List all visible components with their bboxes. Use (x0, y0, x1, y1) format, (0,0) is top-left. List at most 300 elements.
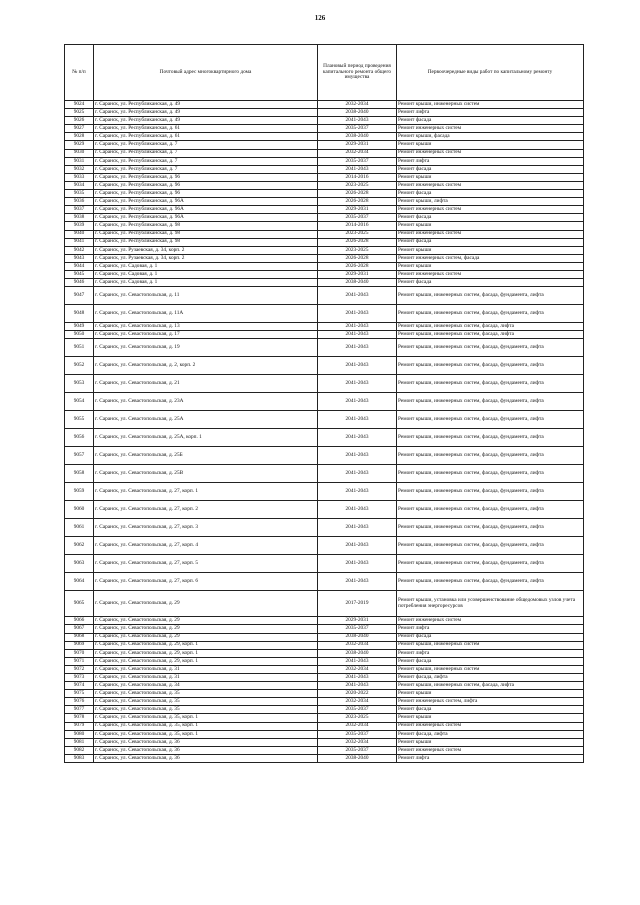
row-number-cell: 9026 (65, 117, 94, 125)
table-row (65, 230, 584, 238)
row-number-cell: 9042 (65, 246, 94, 254)
row-period-cell: 2035-2037 (318, 706, 397, 714)
table-row (65, 287, 584, 305)
row-period-cell: 2041-2043 (318, 657, 397, 665)
row-address-cell: г. Саранск, ул. Республиканская, д. 49 (94, 109, 318, 117)
table-row (65, 633, 584, 641)
row-period-cell: 2041-2043 (318, 331, 397, 339)
row-period-cell: 2023-2025 (318, 181, 397, 189)
row-number-cell: 9048 (65, 305, 94, 323)
row-works-cell: Ремонт инженерных систем (397, 230, 584, 238)
row-address-cell: г. Саранск, ул. Севастопольская, д. 27, корп. 2 (94, 501, 318, 519)
row-address-cell: г. Саранск, ул. Садовая, д. 1 (94, 270, 318, 278)
table-row (65, 222, 584, 230)
row-works-cell: Ремонт фасада, лифта (397, 674, 584, 682)
row-address-cell: г. Саранск, ул. Севастопольская, д. 29 (94, 633, 318, 641)
row-address-cell: г. Саранск, ул. Садовая, д. 1 (94, 262, 318, 270)
row-number-cell: 9027 (65, 125, 94, 133)
row-period-cell: 2029-2031 (318, 617, 397, 625)
row-number-cell: 9045 (65, 270, 94, 278)
table-row (65, 331, 584, 339)
row-number-cell: 9080 (65, 730, 94, 738)
row-works-cell: Ремонт крыши, установка или усовершенствование общедомовых узлов учета потребления энергоресурсов (397, 591, 584, 617)
row-works-cell: Ремонт крыши, инженерных систем, фасада, фундамента, лифта (397, 465, 584, 483)
row-works-cell: Ремонт фасада (397, 190, 584, 198)
row-number-cell: 9057 (65, 447, 94, 465)
row-works-cell: Ремонт фасада (397, 117, 584, 125)
row-period-cell: 2038-2040 (318, 649, 397, 657)
row-number-cell: 9059 (65, 483, 94, 501)
row-period-cell: 2041-2043 (318, 674, 397, 682)
row-address-cell: г. Саранск, ул. Республиканская, д. 7 (94, 165, 318, 173)
row-address-cell: г. Саранск, ул. Республиканская, д. 49 (94, 117, 318, 125)
row-period-cell: 2041-2043 (318, 287, 397, 305)
table-row (65, 429, 584, 447)
row-number-cell: 9041 (65, 238, 94, 246)
row-period-cell: 2035-2037 (318, 625, 397, 633)
row-works-cell: Ремонт крыши (397, 173, 584, 181)
table-row (65, 262, 584, 270)
table-row (65, 665, 584, 673)
table-row (65, 722, 584, 730)
row-works-cell: Ремонт инженерных систем (397, 617, 584, 625)
row-period-cell: 2035-2037 (318, 730, 397, 738)
row-number-cell: 9024 (65, 101, 94, 109)
row-number-cell: 9038 (65, 214, 94, 222)
row-number-cell: 9069 (65, 641, 94, 649)
table-row (65, 323, 584, 331)
row-works-cell: Ремонт фасада (397, 706, 584, 714)
row-number-cell: 9070 (65, 649, 94, 657)
row-period-cell: 2023-2025 (318, 714, 397, 722)
row-address-cell: г. Саранск, ул. Севастопольская, д. 27, корп. 6 (94, 573, 318, 591)
row-number-cell: 9083 (65, 754, 94, 762)
row-address-cell: г. Саранск, ул. Севастопольская, д. 35 (94, 706, 318, 714)
row-address-cell: г. Саранск, ул. Севастопольская, д. 36 (94, 738, 318, 746)
row-period-cell: 2023-2025 (318, 230, 397, 238)
row-works-cell: Ремонт лифта (397, 649, 584, 657)
row-works-cell: Ремонт крыши, инженерных систем, фасада, фундамента, лифта (397, 519, 584, 537)
row-works-cell: Ремонт крыши, инженерных систем, фасада, фундамента, лифта (397, 573, 584, 591)
table-row (65, 519, 584, 537)
table-row (65, 246, 584, 254)
row-number-cell: 9033 (65, 173, 94, 181)
row-number-cell: 9039 (65, 222, 94, 230)
row-address-cell: г. Саранск, ул. Садовая, д. 1 (94, 279, 318, 287)
row-address-cell: г. Саранск, ул. Рузаевская, д. 34, корп. 2 (94, 246, 318, 254)
row-number-cell: 9054 (65, 393, 94, 411)
header-works: Первоочередные виды работ по капитальному ремонту (397, 45, 584, 101)
row-address-cell: г. Саранск, ул. Республиканская, д. 98 (94, 230, 318, 238)
row-address-cell: г. Саранск, ул. Республиканская, д. 7 (94, 149, 318, 157)
row-works-cell: Ремонт крыши, инженерных систем, фасада, лифта (397, 323, 584, 331)
row-number-cell: 9075 (65, 690, 94, 698)
row-address-cell: г. Саранск, ул. Севастопольская, д. 23А (94, 393, 318, 411)
row-number-cell: 9034 (65, 181, 94, 189)
row-works-cell: Ремонт фасада (397, 657, 584, 665)
row-address-cell: г. Саранск, ул. Рузаевская, д. 34, корп. 2 (94, 254, 318, 262)
table-row (65, 165, 584, 173)
row-address-cell: г. Саранск, ул. Республиканская, д. 7 (94, 157, 318, 165)
row-address-cell: г. Саранск, ул. Севастопольская, д. 34 (94, 682, 318, 690)
row-number-cell: 9074 (65, 682, 94, 690)
row-number-cell: 9029 (65, 141, 94, 149)
row-number-cell: 9071 (65, 657, 94, 665)
table-row (65, 617, 584, 625)
table-row (65, 109, 584, 117)
row-number-cell: 9065 (65, 591, 94, 617)
row-number-cell: 9067 (65, 625, 94, 633)
row-works-cell: Ремонт крыши, инженерных систем, фасада, фундамента, лифта (397, 447, 584, 465)
row-number-cell: 9066 (65, 617, 94, 625)
row-works-cell: Ремонт крыши (397, 222, 584, 230)
table-row (65, 279, 584, 287)
row-works-cell: Ремонт крыши, инженерных систем (397, 101, 584, 109)
row-address-cell: г. Саранск, ул. Севастопольская, д. 29 (94, 617, 318, 625)
row-address-cell: г. Саранск, ул. Севастопольская, д. 25В (94, 465, 318, 483)
row-period-cell: 2041-2043 (318, 501, 397, 519)
row-works-cell: Ремонт инженерных систем (397, 149, 584, 157)
table-row (65, 181, 584, 189)
row-period-cell: 2035-2037 (318, 125, 397, 133)
row-period-cell: 2014-2016 (318, 222, 397, 230)
row-number-cell: 9044 (65, 262, 94, 270)
row-period-cell: 2041-2043 (318, 465, 397, 483)
table-row (65, 573, 584, 591)
table-row (65, 238, 584, 246)
row-address-cell: г. Саранск, ул. Республиканская, д. 96А (94, 198, 318, 206)
row-period-cell: 2032-2034 (318, 722, 397, 730)
row-period-cell: 2041-2043 (318, 305, 397, 323)
row-period-cell: 2041-2043 (318, 537, 397, 555)
row-works-cell: Ремонт крыши, инженерных систем, фасада, фундамента, лифта (397, 393, 584, 411)
row-works-cell: Ремонт инженерных систем (397, 270, 584, 278)
table-row (65, 555, 584, 573)
table-row (65, 101, 584, 109)
row-works-cell: Ремонт инженерных систем (397, 206, 584, 214)
row-address-cell: г. Саранск, ул. Севастопольская, д. 25Б (94, 447, 318, 465)
row-number-cell: 9076 (65, 698, 94, 706)
row-period-cell: 2035-2037 (318, 157, 397, 165)
row-number-cell: 9078 (65, 714, 94, 722)
row-address-cell: г. Саранск, ул. Республиканская, д. 61 (94, 125, 318, 133)
row-address-cell: г. Саранск, ул. Севастопольская, д. 36 (94, 754, 318, 762)
row-period-cell: 2041-2043 (318, 483, 397, 501)
row-number-cell: 9081 (65, 738, 94, 746)
row-works-cell: Ремонт крыши (397, 262, 584, 270)
row-address-cell: г. Саранск, ул. Республиканская, д. 7 (94, 141, 318, 149)
row-number-cell: 9060 (65, 501, 94, 519)
row-number-cell: 9037 (65, 206, 94, 214)
table-row (65, 625, 584, 633)
table-row (65, 173, 584, 181)
row-number-cell: 9053 (65, 375, 94, 393)
table-row (65, 501, 584, 519)
row-period-cell: 2026-2028 (318, 238, 397, 246)
row-period-cell: 2026-2028 (318, 198, 397, 206)
row-address-cell: г. Саранск, ул. Севастопольская, д. 35 (94, 690, 318, 698)
row-period-cell: 2029-2031 (318, 141, 397, 149)
header-period: Плановый период проведения капитального ремонта общего имущества (318, 45, 397, 101)
row-number-cell: 9082 (65, 746, 94, 754)
row-period-cell: 2026-2028 (318, 190, 397, 198)
row-works-cell: Ремонт крыши, инженерных систем, фасада, фундамента, лифта (397, 501, 584, 519)
row-period-cell: 2029-2031 (318, 206, 397, 214)
row-address-cell: г. Саранск, ул. Севастопольская, д. 27, корп. 3 (94, 519, 318, 537)
row-address-cell: г. Саранск, ул. Севастопольская, д. 31 (94, 674, 318, 682)
row-works-cell: Ремонт крыши, инженерных систем, фасада, фундамента, лифта (397, 339, 584, 357)
row-works-cell: Ремонт крыши, инженерных систем, фасада, фундамента, лифта (397, 375, 584, 393)
row-works-cell: Ремонт крыши, инженерных систем, фасада, фундамента, лифта (397, 305, 584, 323)
table-row (65, 357, 584, 375)
row-address-cell: г. Саранск, ул. Республиканская, д. 96А (94, 206, 318, 214)
row-address-cell: г. Саранск, ул. Севастопольская, д. 29, корп. 1 (94, 657, 318, 665)
row-works-cell: Ремонт крыши, инженерных систем, фасада, фундамента, лифта (397, 357, 584, 375)
table-row (65, 641, 584, 649)
table-row (65, 682, 584, 690)
table-row (65, 714, 584, 722)
row-period-cell: 2032-2034 (318, 641, 397, 649)
table-row (65, 411, 584, 429)
row-works-cell: Ремонт крыши (397, 141, 584, 149)
row-address-cell: г. Саранск, ул. Республиканская, д. 96А (94, 214, 318, 222)
table-row (65, 393, 584, 411)
row-works-cell: Ремонт крыши (397, 690, 584, 698)
page-number: 126 (314, 14, 326, 22)
row-address-cell: г. Саранск, ул. Севастопольская, д. 27, корп. 4 (94, 537, 318, 555)
row-period-cell: 2017-2019 (318, 591, 397, 617)
row-period-cell: 2041-2043 (318, 447, 397, 465)
row-address-cell: г. Саранск, ул. Республиканская, д. 61 (94, 133, 318, 141)
row-number-cell: 9030 (65, 149, 94, 157)
row-works-cell: Ремонт крыши, инженерных систем, фасада, лифта (397, 331, 584, 339)
row-address-cell: г. Саранск, ул. Республиканская, д. 98 (94, 238, 318, 246)
table-row (65, 125, 584, 133)
row-address-cell: г. Саранск, ул. Севастопольская, д. 35, корп. 1 (94, 722, 318, 730)
table-row (65, 254, 584, 262)
row-works-cell: Ремонт фасада (397, 633, 584, 641)
row-number-cell: 9055 (65, 411, 94, 429)
row-address-cell: г. Саранск, ул. Севастопольская, д. 11А (94, 305, 318, 323)
row-works-cell: Ремонт фасада (397, 279, 584, 287)
header-num: № п/п (65, 45, 94, 101)
table-row (65, 483, 584, 501)
row-number-cell: 9063 (65, 555, 94, 573)
row-number-cell: 9036 (65, 198, 94, 206)
table-row (65, 591, 584, 617)
row-number-cell: 9047 (65, 287, 94, 305)
row-period-cell: 2041-2043 (318, 117, 397, 125)
table-row (65, 133, 584, 141)
row-number-cell: 9052 (65, 357, 94, 375)
row-period-cell: 2035-2037 (318, 214, 397, 222)
row-works-cell: Ремонт фасада (397, 214, 584, 222)
table-row (65, 206, 584, 214)
row-number-cell: 9062 (65, 537, 94, 555)
table-row (65, 706, 584, 714)
repair-schedule-table (64, 44, 584, 763)
row-address-cell: г. Саранск, ул. Республиканская, д. 49 (94, 101, 318, 109)
row-number-cell: 9049 (65, 323, 94, 331)
table-row (65, 698, 584, 706)
row-period-cell: 2038-2040 (318, 279, 397, 287)
row-works-cell: Ремонт инженерных систем (397, 125, 584, 133)
row-address-cell: г. Саранск, ул. Севастопольская, д. 25А (94, 411, 318, 429)
row-period-cell: 2038-2040 (318, 754, 397, 762)
row-number-cell: 9046 (65, 279, 94, 287)
row-works-cell: Ремонт крыши, инженерных систем, фасада, фундамента, лифта (397, 483, 584, 501)
row-period-cell: 2032-2034 (318, 665, 397, 673)
table-row (65, 117, 584, 125)
table-row (65, 738, 584, 746)
row-address-cell: г. Саранск, ул. Севастопольская, д. 29, корп. 1 (94, 649, 318, 657)
row-period-cell: 2041-2043 (318, 375, 397, 393)
row-period-cell: 2032-2034 (318, 101, 397, 109)
row-address-cell: г. Саранск, ул. Севастопольская, д. 19 (94, 339, 318, 357)
table-row (65, 141, 584, 149)
row-address-cell: г. Саранск, ул. Севастопольская, д. 27, корп. 1 (94, 483, 318, 501)
row-number-cell: 9043 (65, 254, 94, 262)
row-address-cell: г. Саранск, ул. Севастопольская, д. 29, корп. 1 (94, 641, 318, 649)
row-works-cell: Ремонт лифта (397, 625, 584, 633)
row-number-cell: 9032 (65, 165, 94, 173)
row-address-cell: г. Саранск, ул. Севастопольская, д. 11 (94, 287, 318, 305)
row-number-cell: 9073 (65, 674, 94, 682)
row-works-cell: Ремонт крыши, инженерных систем, фасада, фундамента, лифта (397, 429, 584, 447)
row-address-cell: г. Саранск, ул. Севастопольская, д. 2, корп. 2 (94, 357, 318, 375)
row-period-cell: 2041-2043 (318, 393, 397, 411)
row-address-cell: г. Саранск, ул. Севастопольская, д. 21 (94, 375, 318, 393)
row-address-cell: г. Саранск, ул. Севастопольская, д. 29 (94, 625, 318, 633)
row-number-cell: 9051 (65, 339, 94, 357)
row-period-cell: 2032-2034 (318, 738, 397, 746)
row-period-cell: 2026-2028 (318, 262, 397, 270)
row-period-cell: 2026-2028 (318, 254, 397, 262)
row-period-cell: 2041-2043 (318, 323, 397, 331)
row-address-cell: г. Саранск, ул. Севастопольская, д. 35, корп. 1 (94, 730, 318, 738)
row-period-cell: 2041-2043 (318, 555, 397, 573)
row-works-cell: Ремонт инженерных систем, фасада (397, 254, 584, 262)
row-works-cell: Ремонт крыши, инженерных систем, фасада, лифта (397, 682, 584, 690)
row-works-cell: Ремонт крыши, инженерных систем, фасада, фундамента, лифта (397, 411, 584, 429)
row-address-cell: г. Саранск, ул. Республиканская, д. 96 (94, 173, 318, 181)
row-period-cell: 2041-2043 (318, 165, 397, 173)
row-number-cell: 9040 (65, 230, 94, 238)
row-number-cell: 9025 (65, 109, 94, 117)
row-period-cell: 2038-2040 (318, 109, 397, 117)
table-header-row (65, 45, 584, 101)
row-period-cell: 2041-2043 (318, 339, 397, 357)
row-number-cell: 9079 (65, 722, 94, 730)
row-period-cell: 2032-2034 (318, 698, 397, 706)
row-address-cell: г. Саранск, ул. Севастопольская, д. 31 (94, 665, 318, 673)
table-row (65, 375, 584, 393)
row-address-cell: г. Саранск, ул. Севастопольская, д. 29 (94, 591, 318, 617)
table-row (65, 305, 584, 323)
row-address-cell: г. Саранск, ул. Севастопольская, д. 17 (94, 331, 318, 339)
table-row (65, 157, 584, 165)
row-address-cell: г. Саранск, ул. Республиканская, д. 98 (94, 222, 318, 230)
row-period-cell: 2023-2025 (318, 246, 397, 254)
row-works-cell: Ремонт инженерных систем, лифта (397, 698, 584, 706)
row-works-cell: Ремонт лифта (397, 109, 584, 117)
row-number-cell: 9058 (65, 465, 94, 483)
row-works-cell: Ремонт фасада (397, 238, 584, 246)
row-number-cell: 9064 (65, 573, 94, 591)
table-row (65, 730, 584, 738)
row-works-cell: Ремонт крыши (397, 714, 584, 722)
row-works-cell: Ремонт лифта (397, 157, 584, 165)
row-works-cell: Ремонт лифта (397, 754, 584, 762)
row-number-cell: 9072 (65, 665, 94, 673)
row-period-cell: 2029-2031 (318, 270, 397, 278)
row-period-cell: 2038-2040 (318, 133, 397, 141)
header-address: Почтовый адрес многоквартирного дома (94, 45, 318, 101)
row-number-cell: 9031 (65, 157, 94, 165)
row-number-cell: 9035 (65, 190, 94, 198)
row-address-cell: г. Саранск, ул. Республиканская, д. 96 (94, 181, 318, 189)
row-works-cell: Ремонт крыши (397, 738, 584, 746)
row-works-cell: Ремонт крыши (397, 246, 584, 254)
row-works-cell: Ремонт крыши, лифта (397, 198, 584, 206)
row-number-cell: 9068 (65, 633, 94, 641)
row-works-cell: Ремонт крыши, инженерных систем, фасада, фундамента, лифта (397, 555, 584, 573)
table-row (65, 149, 584, 157)
row-period-cell: 2041-2043 (318, 429, 397, 447)
table-row (65, 690, 584, 698)
row-period-cell: 2032-2034 (318, 149, 397, 157)
table-row (65, 214, 584, 222)
row-works-cell: Ремонт инженерных систем (397, 181, 584, 189)
table-row (65, 270, 584, 278)
row-works-cell: Ремонт крыши, инженерных систем (397, 641, 584, 649)
table-row (65, 339, 584, 357)
table-row (65, 746, 584, 754)
row-number-cell: 9050 (65, 331, 94, 339)
table-row (65, 537, 584, 555)
row-works-cell: Ремонт инженерных систем (397, 722, 584, 730)
row-period-cell: 2035-2037 (318, 746, 397, 754)
table-row (65, 447, 584, 465)
row-period-cell: 2041-2043 (318, 357, 397, 375)
table-row (65, 674, 584, 682)
row-address-cell: г. Саранск, ул. Севастопольская, д. 13 (94, 323, 318, 331)
table-body (65, 101, 584, 763)
row-number-cell: 9061 (65, 519, 94, 537)
row-address-cell: г. Саранск, ул. Севастопольская, д. 27, корп. 5 (94, 555, 318, 573)
table-row (65, 754, 584, 762)
row-period-cell: 2041-2043 (318, 411, 397, 429)
row-address-cell: г. Саранск, ул. Севастопольская, д. 36 (94, 746, 318, 754)
row-works-cell: Ремонт крыши, фасада (397, 133, 584, 141)
row-works-cell: Ремонт фасада, лифта (397, 730, 584, 738)
row-address-cell: г. Саранск, ул. Севастопольская, д. 35, корп. 1 (94, 714, 318, 722)
row-period-cell: 2038-2040 (318, 633, 397, 641)
row-period-cell: 2041-2043 (318, 682, 397, 690)
row-address-cell: г. Саранск, ул. Республиканская, д. 96 (94, 190, 318, 198)
row-period-cell: 2020-2022 (318, 690, 397, 698)
row-address-cell: г. Саранск, ул. Севастопольская, д. 25А, корп. 1 (94, 429, 318, 447)
row-period-cell: 2014-2016 (318, 173, 397, 181)
row-period-cell: 2041-2043 (318, 519, 397, 537)
row-works-cell: Ремонт крыши, инженерных систем, фасада, фундамента, лифта (397, 287, 584, 305)
table-row (65, 190, 584, 198)
table-row (65, 649, 584, 657)
row-period-cell: 2041-2043 (318, 573, 397, 591)
row-address-cell: г. Саранск, ул. Севастопольская, д. 35 (94, 698, 318, 706)
table-row (65, 657, 584, 665)
row-number-cell: 9028 (65, 133, 94, 141)
